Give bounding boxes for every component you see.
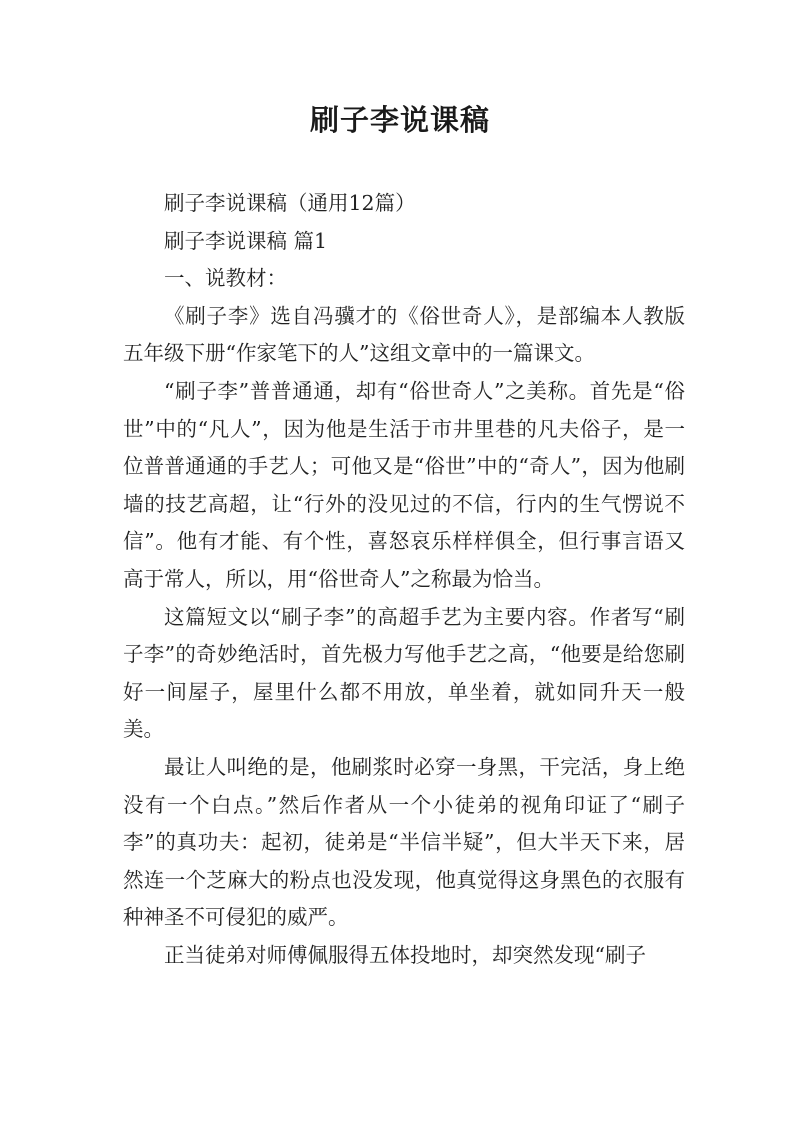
document-body (123, 185, 685, 974)
paragraph: 这篇短文以“刷子李”的高超手艺为主要内容。作者写“刷子李”的奇妙绝活时，首先极力写他手艺之高，“他要是给您刷好一间屋子，屋里什么都不用放，单坐着，就如同升天一般美。 (123, 604, 685, 742)
paragraph: 最让人叫绝的是，他刷浆时必穿一身黑，干完活，身上绝没有一个白点。”然后作者从一个小徒弟的视角印证了“刷子李”的真功夫：起初，徒弟是“半信半疑”，但大半天下来，居然连一个芝麻大的粉点也没发现，他真觉得这身黑色的衣服有种神圣不可侵犯的威严。 (123, 754, 685, 930)
paragraph: 正当徒弟对师傅佩服得五体投地时，却突然发现“刷子 (164, 942, 646, 967)
paragraph-section-heading: 刷子李说课稿 篇1 (164, 228, 328, 253)
document-title: 刷子李说课稿 (309, 103, 490, 137)
paragraph-subtitle: 刷子李说课稿（通用12篇） (164, 191, 416, 215)
paragraph: 《刷子李》选自冯骥才的《俗世奇人》，是部编本人教版五年级下册“作家笔下的人”这组文章中的一篇课文。 (123, 303, 685, 366)
paragraph: “刷子李”普普通通，却有“俗世奇人”之美称。首先是“俗世”中的“凡人”，因为他是生活于市井里巷的凡夫俗子，是一位普普通通的手艺人；可他又是“俗世”中的“奇人”，因为他刷墙的技艺高超，让“行外的没见过的不信，行内的生气愣说不信”。他有才能、有个性，喜怒哀乐样样俱全，但行事言语又高于常人，所以，用“俗世奇人”之称最为恰当。 (123, 378, 685, 591)
paragraph-part-heading: 一、说教材： (164, 266, 287, 291)
